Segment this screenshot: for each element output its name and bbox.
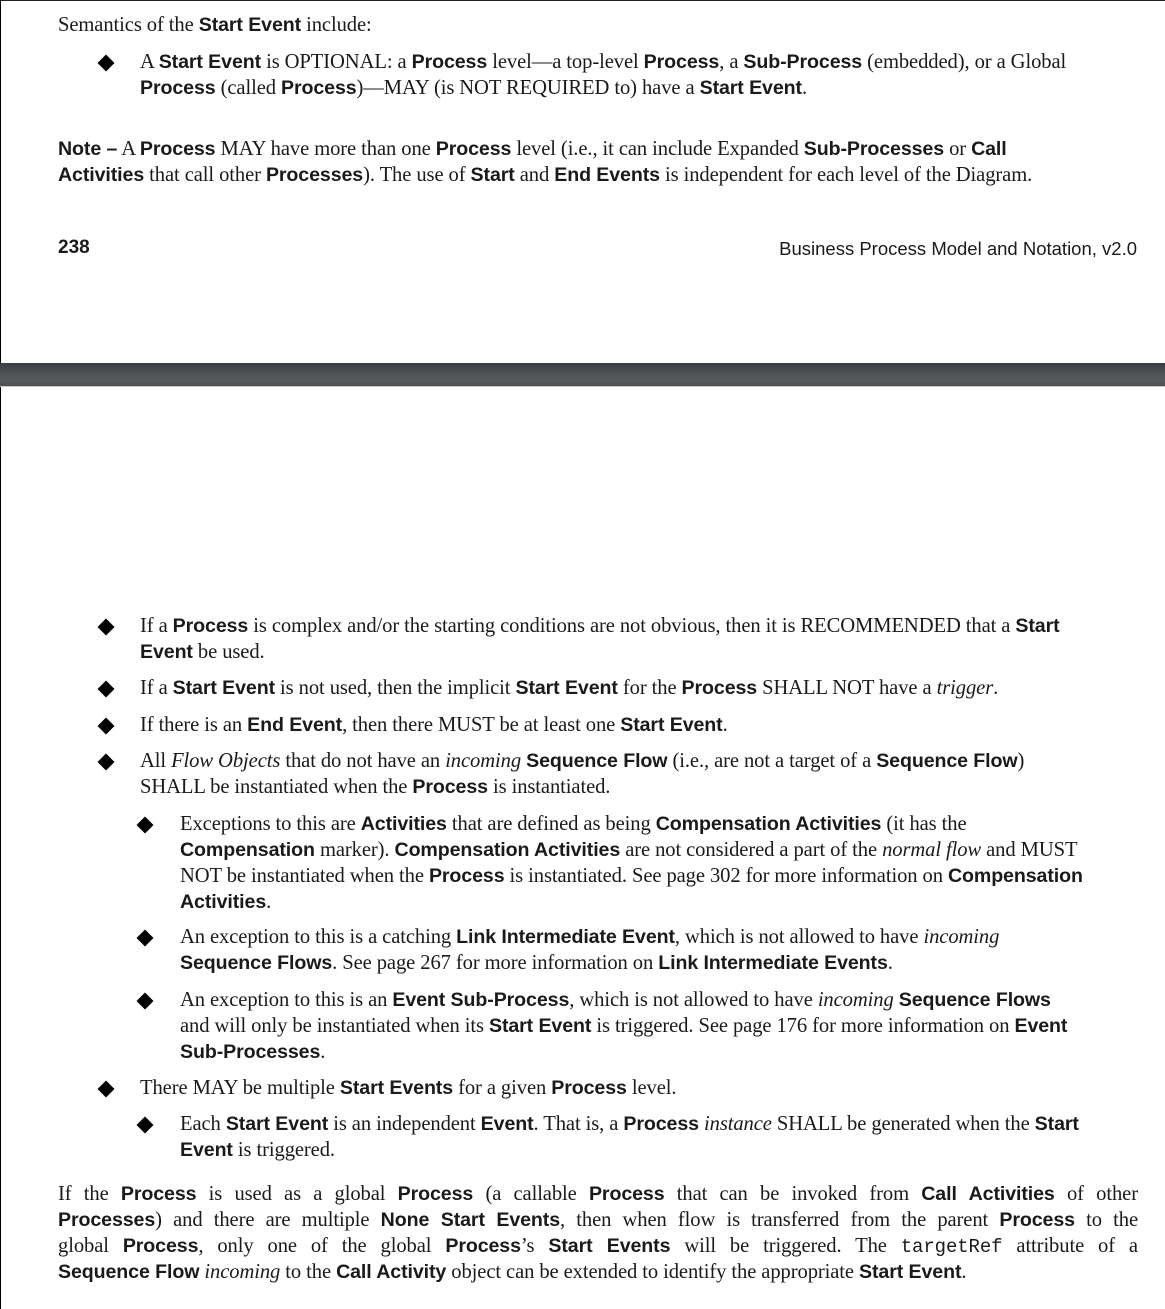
bold-term: Process	[643, 51, 720, 73]
bold-term: Link Intermediate Event	[456, 926, 675, 948]
sub-bullet-item-line: and will only be instantiated when its Start Event is triggered. See page 176 for more information on Event	[180, 1015, 1068, 1037]
bullet-item-line: Event be used.	[140, 641, 265, 663]
bold-term: Start Event	[225, 1113, 329, 1135]
sub-bullet-item-line: Exceptions to this are Activities that are defined as being Compensation Activities (it has the	[180, 813, 967, 835]
bold-term: Event Sub-Process	[392, 989, 570, 1011]
bold-term: Process	[681, 677, 758, 699]
bold-term: Sequence Flow	[526, 750, 668, 772]
sub-bullet-item-line: Sequence Flows. See page 267 for more information on Link Intermediate Events.	[180, 952, 893, 974]
bold-term: Process	[172, 615, 249, 637]
diamond-bullet-icon	[98, 619, 115, 636]
bold-term: Start Event	[859, 1261, 962, 1283]
note-line1: Note – A Process MAY have more than one Process level (i.e., it can include Expanded Sub-Processes or Call	[58, 138, 1007, 160]
closing-paragraph-line: global Process, only one of the global Process’s Start Events will be triggered. The targetRef attribute of a	[58, 1235, 1138, 1258]
bold-term: Note –	[58, 138, 118, 160]
bullet-item-line: All Flow Objects that do not have an incoming Sequence Flow (i.e., are not a target of a Sequence Flow)	[140, 750, 1025, 772]
sub-bullet-item-line: Event is triggered.	[180, 1139, 335, 1161]
sub-bullet-item-line: Activities.	[180, 891, 272, 913]
bold-term: Start Event	[198, 14, 302, 36]
bold-term: Process	[139, 138, 216, 160]
bold-term: Event	[140, 641, 193, 663]
semantics-intro: Semantics of the Start Event include:	[58, 14, 372, 36]
closing-paragraph-line: Sequence Flow incoming to the Call Activity object can be extended to identify the appropriate Start Event.	[58, 1261, 967, 1283]
bold-term: Call Activity	[336, 1261, 447, 1283]
bullet-optional-line1: A Start Event is OPTIONAL: a Process level—a top-level Process, a Sub-Process (embedded), or a Global	[140, 51, 1067, 73]
diamond-bullet-icon	[137, 1117, 154, 1134]
diamond-bullet-icon	[98, 681, 115, 698]
bold-term: Process	[120, 1183, 197, 1205]
bold-term: Call	[971, 138, 1007, 160]
diamond-bullet-icon	[98, 718, 115, 735]
bold-term: Process	[280, 77, 357, 99]
diamond-bullet-icon	[137, 817, 154, 834]
diamond-bullet-icon	[98, 754, 115, 771]
sub-bullet-item-line: An exception to this is an Event Sub-Process, which is not allowed to have incoming Sequence Flows	[180, 989, 1051, 1011]
sub-bullet-item-line: NOT be instantiated when the Process is instantiated. See page 302 for more information on Compensation	[180, 865, 1083, 887]
page-number: 238	[58, 237, 90, 258]
bold-term: Process	[588, 1183, 665, 1205]
bold-term: End Event	[247, 714, 343, 736]
sub-bullet-item-line: Each Start Event is an independent Event. That is, a Process instance SHALL be generated when the Start	[180, 1113, 1079, 1135]
note-line2: Activities that call other Processes). The use of Start and End Events is independent for each level of the Diagram.	[58, 164, 1033, 186]
bold-term: Start Event	[515, 677, 618, 699]
bold-term: Event	[1014, 1015, 1068, 1037]
bold-term: Sequence Flows	[898, 989, 1051, 1011]
bold-term: Sub-Process	[743, 51, 863, 73]
pdf-page-239	[0, 387, 1165, 1309]
bold-term: Start Event	[620, 714, 723, 736]
page-break-separator	[0, 363, 1165, 387]
bold-term: Activities	[360, 813, 447, 835]
bold-term: None Start Events	[380, 1209, 561, 1231]
sub-bullet-item-line: Sub-Processes.	[180, 1041, 326, 1063]
bold-term: Start	[1015, 615, 1060, 637]
bold-term: Process	[428, 865, 505, 887]
sub-bullet-item-line: An exception to this is a catching Link Intermediate Event, which is not allowed to have incoming	[180, 926, 1000, 948]
bold-term: Process	[445, 1235, 521, 1257]
bold-term: Start Event	[488, 1015, 592, 1037]
bold-term: Process	[411, 51, 488, 73]
bold-term: Processes	[58, 1209, 156, 1231]
diamond-bullet-icon	[98, 1081, 115, 1098]
bold-term: End Events	[554, 164, 660, 186]
bold-term: Sequence Flow	[58, 1261, 200, 1283]
bold-term: Start	[470, 164, 515, 186]
bold-term: Process	[412, 776, 488, 798]
italic-term: instance	[704, 1113, 772, 1135]
bold-term: Sub-Processes	[180, 1041, 321, 1063]
bullet-item-line: If there is an End Event, then there MUST be at least one Start Event.	[140, 714, 728, 736]
bold-term: Event	[480, 1113, 534, 1135]
pdf-page-238	[0, 0, 1165, 364]
closing-paragraph-line: Processes) and there are multiple None Start Events, then when flow is transferred from the parent Process to the	[58, 1209, 1138, 1231]
bold-term: Activities	[58, 164, 145, 186]
bold-term: Process	[551, 1077, 627, 1099]
bullet-item-line: If a Start Event is not used, then the implicit Start Event for the Process SHALL NOT have a trigger.	[140, 677, 999, 699]
bold-term: Event	[180, 1139, 233, 1161]
bold-term: Sub-Processes	[803, 138, 945, 160]
bold-term: Sequence Flows	[180, 952, 333, 974]
italic-term: incoming	[445, 750, 522, 772]
bold-term: Activities	[180, 891, 267, 913]
code-term: targetRef	[900, 1236, 1003, 1258]
diamond-bullet-icon	[98, 55, 115, 72]
bullet-item-line: SHALL be instantiated when the Process is instantiated.	[140, 776, 611, 798]
diamond-bullet-icon	[137, 993, 154, 1010]
bold-term: Link Intermediate Events	[658, 952, 888, 974]
bold-term: Start Event	[172, 677, 275, 699]
bold-term: Process	[623, 1113, 699, 1135]
bold-term: Process	[435, 138, 512, 160]
bold-term: Start	[1034, 1113, 1079, 1135]
bold-term: Process	[397, 1183, 474, 1205]
italic-term: incoming	[923, 926, 1000, 948]
bold-term: Start Event	[158, 51, 262, 73]
bullet-optional-line2: Process (called Process)—MAY (is NOT REQUIRED to) have a Start Event.	[140, 77, 807, 99]
document-title: Business Process Model and Notation, v2.0	[779, 238, 1137, 259]
bold-term: Process	[122, 1235, 199, 1257]
bold-term: Compensation Activities	[655, 813, 882, 835]
bold-term: Compensation	[180, 839, 315, 861]
closing-paragraph-line: If the Process is used as a global Process (a callable Process that can be invoked from Call Activities of other	[58, 1183, 1138, 1205]
italic-term: normal flow	[882, 839, 982, 861]
bold-term: Process	[140, 77, 216, 99]
bold-term: Start Event	[699, 77, 802, 99]
bold-term: Call Activities	[921, 1183, 1055, 1205]
bold-term: Compensation	[947, 865, 1083, 887]
bold-term: Start Events	[339, 1077, 454, 1099]
italic-term: incoming	[204, 1261, 281, 1283]
bold-term: Start Events	[548, 1235, 671, 1257]
bold-term: Processes	[265, 164, 364, 186]
bold-term: Sequence Flow	[876, 750, 1018, 772]
bold-term: Compensation Activities	[394, 839, 621, 861]
italic-term: incoming	[817, 989, 894, 1011]
bullet-item-line: If a Process is complex and/or the starting conditions are not obvious, then it is RECOMMENDED that a Start	[140, 615, 1060, 637]
diamond-bullet-icon	[137, 930, 154, 947]
italic-term: Flow Objects	[171, 750, 281, 772]
bold-term: Process	[999, 1209, 1075, 1231]
bullet-item-line: There MAY be multiple Start Events for a given Process level.	[140, 1077, 677, 1099]
italic-term: trigger	[936, 677, 994, 699]
sub-bullet-item-line: Compensation marker). Compensation Activities are not considered a part of the normal flow and MUST	[180, 839, 1078, 861]
